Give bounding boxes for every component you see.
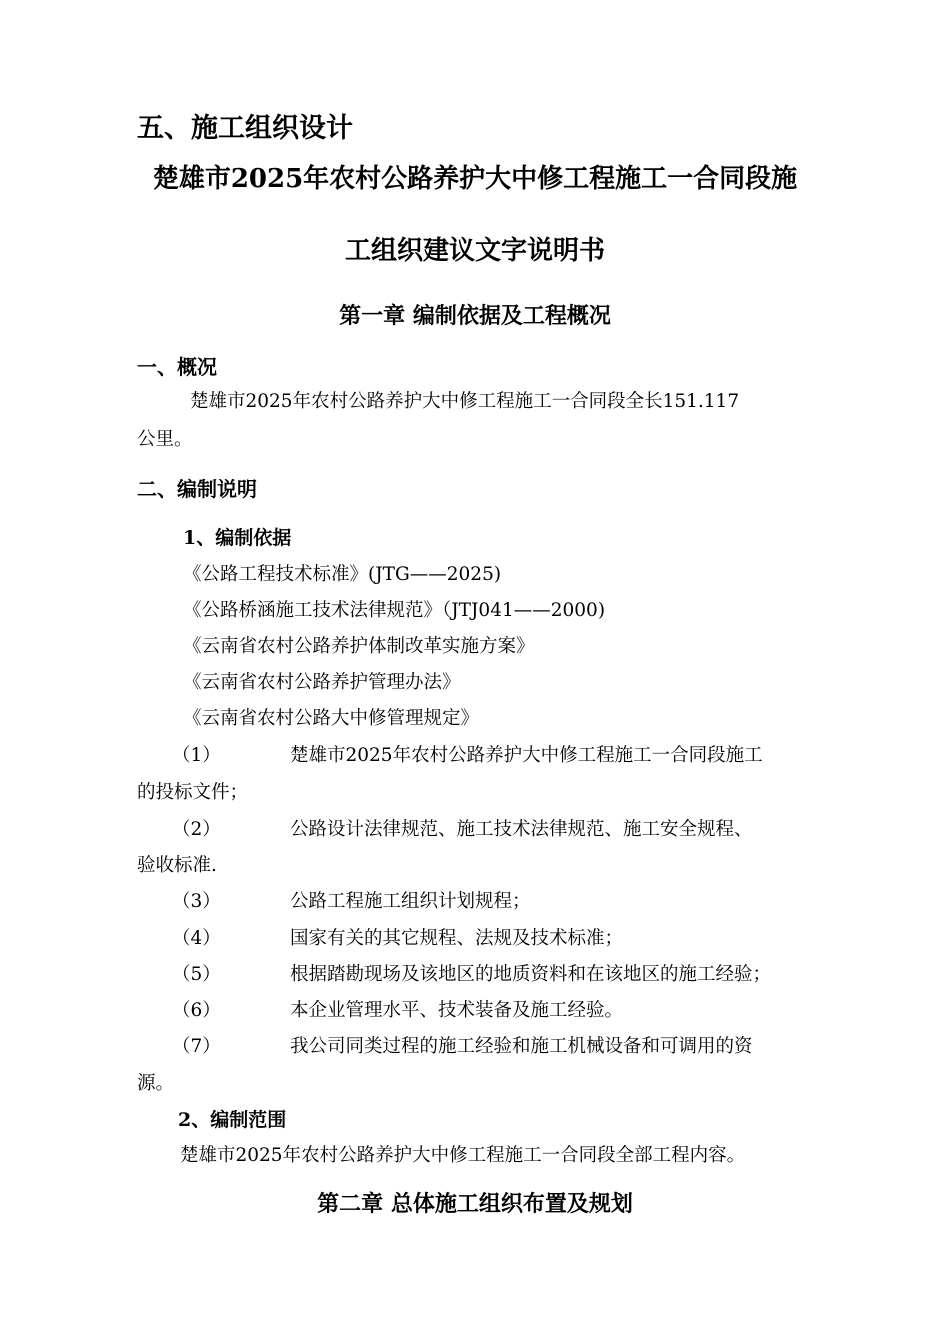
section-1-paragraph-line-2: 公里。 bbox=[137, 429, 193, 450]
list-item-text: 我公司同类过程的施工经验和施工机械设备和可调用的资 bbox=[290, 1036, 753, 1057]
section-2-heading: 二、编制说明 bbox=[137, 477, 257, 501]
chapter-2-heading: 第二章 总体施工组织布置及规划 bbox=[317, 1191, 633, 1217]
document-title-line-1: 楚雄市2025年农村公路养护大中修工程施工一合同段施 bbox=[152, 164, 798, 194]
subsection-2-paragraph: 楚雄市2025年农村公路养护大中修工程施工一合同段全部工程内容。 bbox=[180, 1145, 746, 1166]
section-1-paragraph-line-1: 楚雄市2025年农村公路养护大中修工程施工一合同段全长151.117 bbox=[190, 391, 740, 412]
list-item-text: 本企业管理水平、技术装备及施工经验。 bbox=[290, 1000, 624, 1021]
reference-item: 《云南省农村公路大中修管理规定》 bbox=[183, 708, 480, 729]
list-item-number: （7） bbox=[172, 1036, 221, 1057]
document-title-line-2: 工组织建议文字说明书 bbox=[344, 236, 605, 266]
section-1-heading: 一、概况 bbox=[137, 355, 217, 379]
list-item-text: 公路设计法律规范、施工技术法律规范、施工安全规程、 bbox=[290, 819, 753, 840]
reference-item: 《公路桥涵施工技术法律规范》（JTJ041——2000) bbox=[183, 600, 606, 621]
reference-item: 《公路工程技术标准》(JTG——2025) bbox=[183, 564, 502, 585]
subsection-1-heading: 1、编制依据 bbox=[183, 527, 292, 549]
list-item-text: 公路工程施工组织计划规程； bbox=[290, 891, 531, 912]
reference-item: 《云南省农村公路养护体制改革实施方案》 bbox=[183, 636, 535, 657]
list-item-number: （6） bbox=[172, 1000, 221, 1021]
subsection-2-heading: 2、编制范围 bbox=[178, 1109, 287, 1131]
list-item-continuation: 的投标文件； bbox=[137, 782, 249, 803]
chapter-1-heading: 第一章 编制依据及工程概况 bbox=[339, 303, 611, 329]
list-item-number: （3） bbox=[172, 891, 221, 912]
list-item-number: （1） bbox=[172, 745, 221, 766]
reference-item: 《云南省农村公路养护管理办法》 bbox=[183, 672, 461, 693]
list-item-text: 楚雄市2025年农村公路养护大中修工程施工一合同段施工 bbox=[290, 745, 763, 766]
list-item-number: （2） bbox=[172, 819, 221, 840]
part-heading: 五、施工组织设计 bbox=[137, 113, 353, 144]
list-item-text: 根据踏勘现场及该地区的地质资料和在该地区的施工经验； bbox=[290, 964, 772, 985]
list-item-number: （5） bbox=[172, 964, 221, 985]
list-item-continuation: 源。 bbox=[137, 1073, 175, 1094]
list-item-number: （4） bbox=[172, 928, 221, 949]
list-item-continuation: 验收标准. bbox=[137, 855, 217, 876]
list-item-text: 国家有关的其它规程、法规及技术标准； bbox=[290, 928, 624, 949]
